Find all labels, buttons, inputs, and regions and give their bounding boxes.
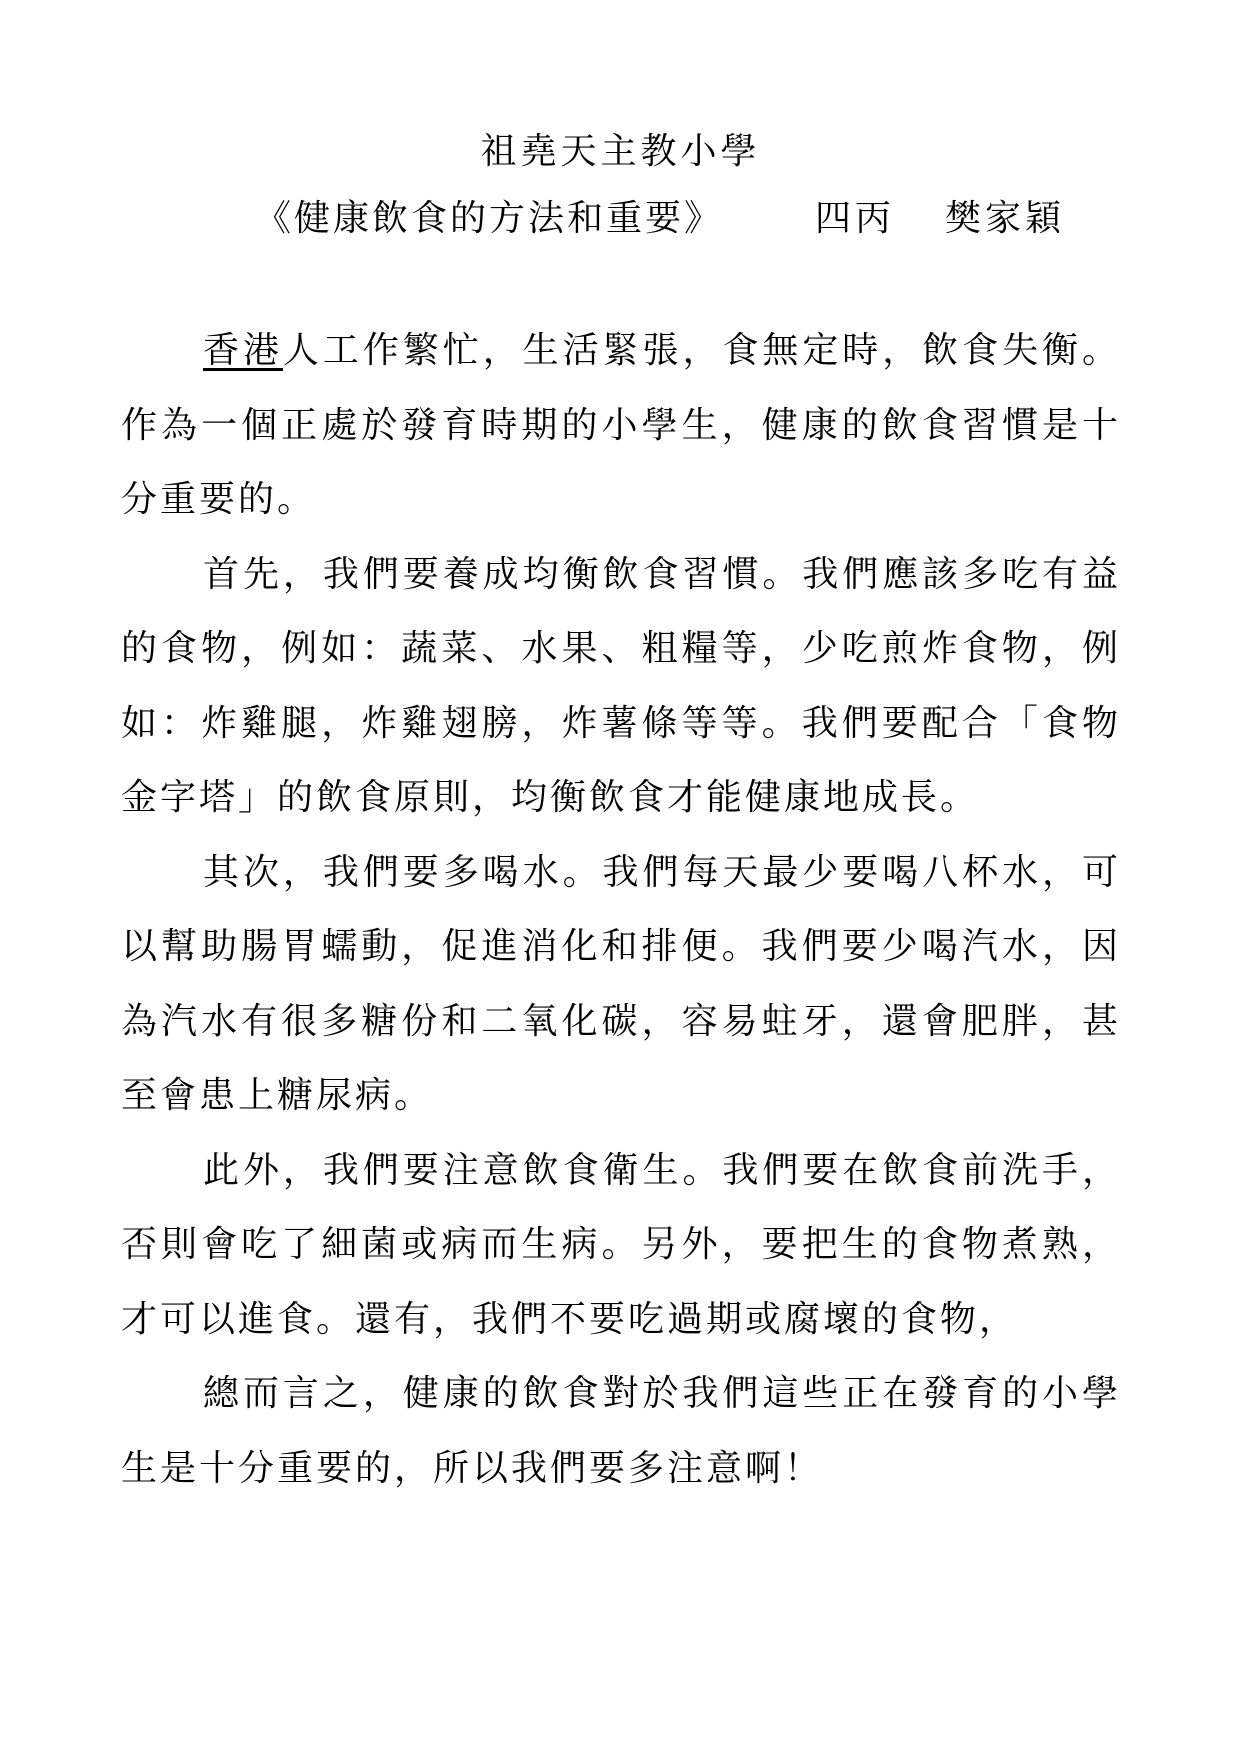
author-name: 樊家穎 — [945, 198, 1066, 239]
underlined-place-name: 香港 — [203, 330, 283, 371]
paragraph-intro-text: 人工作繁忙，生活緊張，食無定時，飲食失衡。作為一個正處於發育時期的小學生，健康的飲食習慣是十分重要的。 — [121, 330, 1121, 520]
paragraph-drink-water: 其次，我們要多喝水。我們每天最少要喝八杯水，可以幫助腸胃蠕動，促進消化和排便。我們要少喝汽水，因為汽水有很多糖份和二氧化碳，容易蛀牙，還會肥胖，甚至會患上糖尿病。 — [121, 851, 1121, 1116]
school-name: 祖堯天主教小學 — [480, 131, 761, 172]
paragraph-intro — [121, 314, 1121, 538]
student-class: 四丙 — [815, 198, 896, 239]
paragraph-conclusion: 總而言之，健康的飲食對於我們這些正在發育的小學生是十分重要的，所以我們要多注意啊！ — [121, 1373, 1121, 1489]
essay-body — [121, 314, 1121, 1506]
title-line — [255, 195, 1155, 243]
paragraph-balanced-diet: 首先，我們要養成均衡飲食習慣。我們應該多吃有益的食物，例如：蔬菜、水果、粗糧等，少吃煎炸食物，例如：炸雞腿，炸雞翅膀，炸薯條等等。我們要配合「食物金字塔」的飲食原則，均衡飲食才能健康地成長。 — [121, 553, 1121, 818]
paragraph-food-hygiene: 此外，我們要注意飲食衛生。我們要在飲食前洗手，否則會吃了細菌或病而生病。另外，要把生的食物煮熟，才可以進食。還有，我們不要吃過期或腐壞的食物， — [121, 1149, 1121, 1340]
essay-title: 《健康飲食的方法和重要》 — [255, 198, 724, 239]
